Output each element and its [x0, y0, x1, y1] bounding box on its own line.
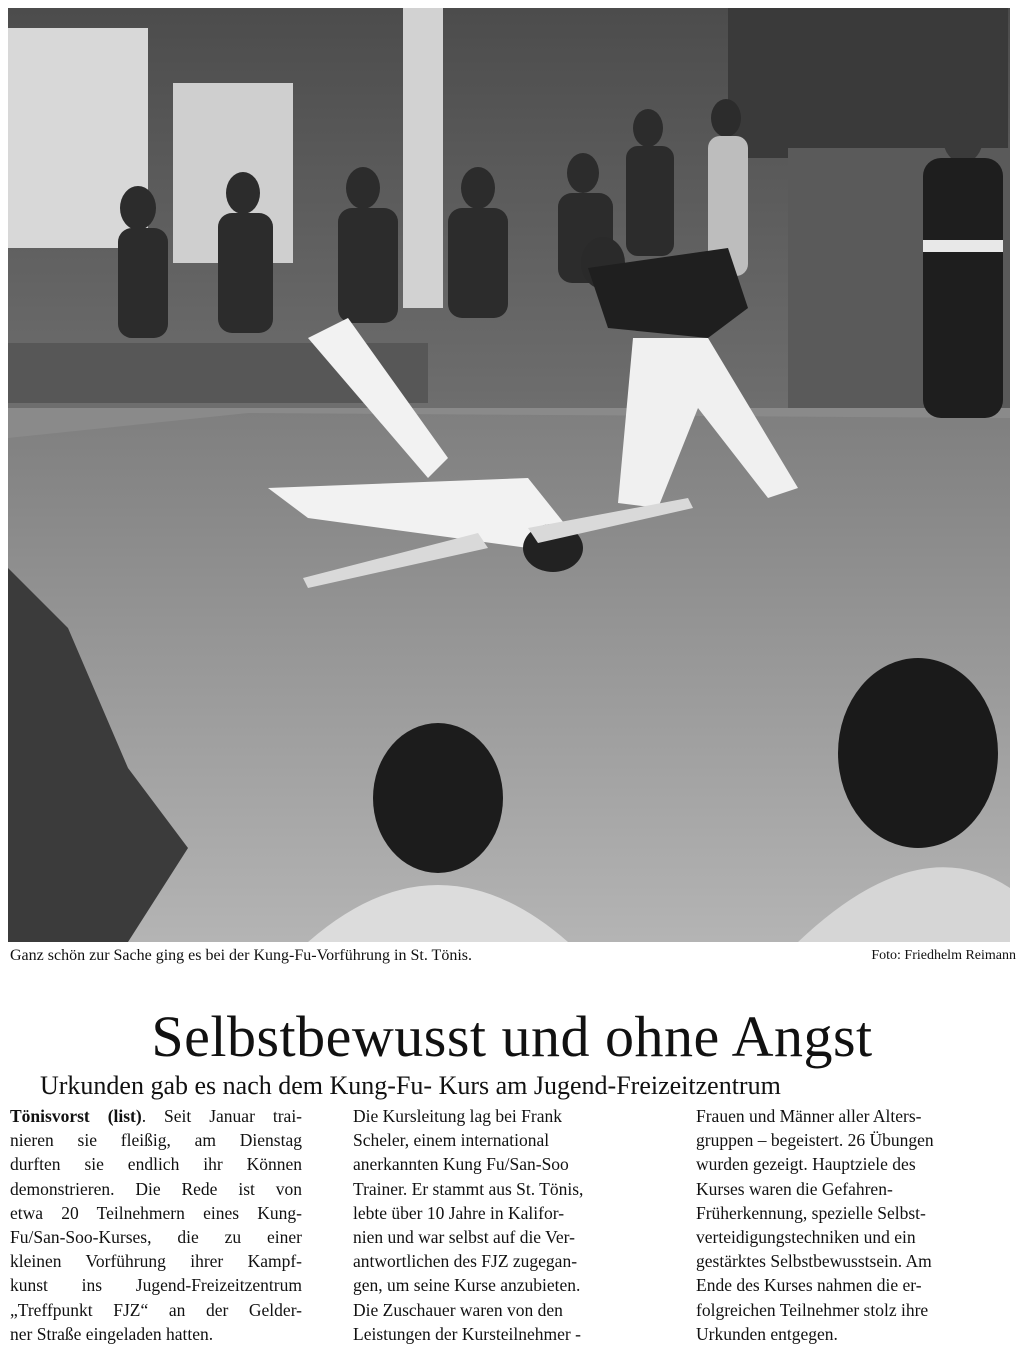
column-line: Tönisvorst (list). Seit Januar trai- — [10, 1106, 303, 1126]
column-line: nieren sie fleißig, am Dienstag — [10, 1130, 302, 1151]
column-line: etwa 20 Teilnehmern eines Kung- — [10, 1202, 302, 1223]
photo-caption — [10, 945, 1016, 969]
column-line: verteidigungstechniken und ein — [696, 1227, 916, 1248]
article-column-2 — [353, 1104, 645, 1346]
pillar — [403, 8, 443, 308]
photo-illustration — [8, 8, 1010, 942]
column-line: Ende des Kurses nahmen die er- — [696, 1275, 922, 1296]
article-lead: Tönisvorst (list) — [10, 1106, 142, 1126]
column-line: gestärktes Selbstbewusstsein. Am — [696, 1251, 932, 1272]
caption-text: Ganz schön zur Sache ging es bei der Kung-Fu-Vorführung in St. Tönis. — [10, 947, 472, 964]
article-column-3 — [696, 1104, 988, 1346]
column-line: Früherkennung, spezielle Selbst- — [696, 1202, 926, 1223]
column-line: folgreichen Teilnehmer stolz ihre — [696, 1299, 929, 1320]
column-line: Trainer. Er stammt aus St. Tönis, — [353, 1178, 584, 1199]
photo-credit: Foto: Friedhelm Reimann — [871, 948, 1016, 963]
column-line: demonstrieren. Die Rede ist von — [10, 1178, 302, 1199]
article-subheadline: Urkunden gab es nach dem Kung-Fu- Kurs am Jugend-Freizeitzentrum — [40, 1071, 781, 1100]
article-column-1 — [10, 1104, 302, 1346]
column-line: Die Zuschauer waren von den — [353, 1299, 563, 1320]
column-line: Leistungen der Kursteilnehmer - — [353, 1323, 581, 1344]
column-line: Die Kursleitung lag bei Frank — [353, 1106, 562, 1126]
column-line: anerkannten Kung Fu/San-Soo — [353, 1154, 569, 1175]
column-line: kunst ins Jugend-Freizeitzentrum — [10, 1275, 302, 1296]
column-line: Scheler, einem international — [353, 1130, 550, 1151]
column-line: Urkunden entgegen. — [696, 1323, 838, 1344]
column-line: ner Straße eingeladen hatten. — [10, 1323, 214, 1344]
column-line: nien und war selbst auf die Ver- — [353, 1227, 575, 1248]
column-line: Kurses waren die Gefahren- — [696, 1178, 893, 1199]
news-photo — [8, 8, 1010, 942]
column-line: Frauen und Männer aller Alters- — [696, 1106, 922, 1126]
column-line: lebte über 10 Jahre in Kalifor- — [353, 1202, 565, 1223]
column-line: Fu/San-Soo-Kurses, die zu einer — [10, 1227, 302, 1248]
column-line: kleinen Vorführung ihrer Kampf- — [10, 1251, 302, 1272]
article-headline: Selbstbewusst und ohne Angst — [151, 1004, 873, 1069]
column-line: durften sie endlich ihr Können — [10, 1154, 302, 1175]
column-line: „Treffpunkt FJZ“ an der Gelder- — [10, 1299, 302, 1320]
column-line: antwortlichen des FJZ zugegan- — [353, 1251, 578, 1272]
column-line: wurden gezeigt. Hauptziele des — [696, 1154, 916, 1175]
column-line: gruppen – begeistert. 26 Übungen — [696, 1130, 934, 1151]
column-line: gen, um seine Kurse anzubieten. — [353, 1275, 581, 1296]
